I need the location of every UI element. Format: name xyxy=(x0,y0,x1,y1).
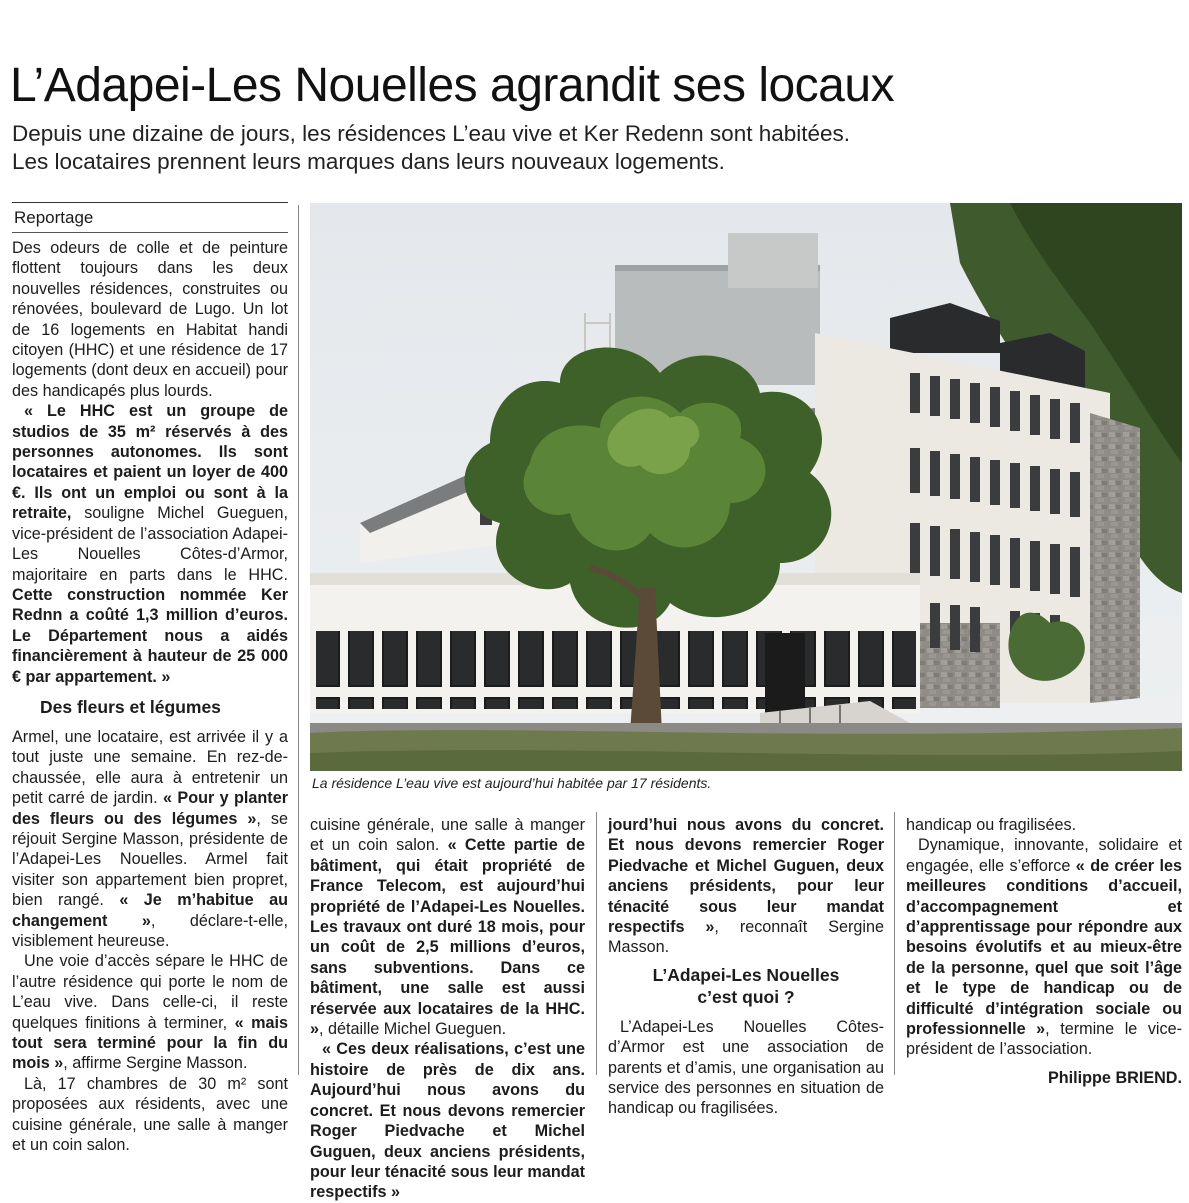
standfirst-line: Depuis une dizaine de jours, les résidences L’eau vive et Ker Redenn sont habitées. xyxy=(12,121,851,146)
quote: « Ces deux réalisations, c’est une histoire de près de dix ans. Aujourd’hui nous avons du concret. Et nous devons remercier Roger Piedvache et Michel Guguen, deux anciens présidents, pour leur ténacité sous leur mandat respectifs » xyxy=(310,1040,585,1202)
quote: Cette construction nommée Ker Rednn a coûté 1,3 million d’euros. Le Département nous a aidés financièrement à hauteur de 25 000 € par appartement. » xyxy=(12,585,288,686)
subhead-line: L’Adapei-Les Nouelles xyxy=(652,964,840,985)
body-paragraph xyxy=(12,951,288,1073)
body-paragraph: cuisine générale, une salle à manger et un coin salon. « Cette partie de bâtiment, qui était propriété de France Telecom, est aujourd’hui propriété de l’Adapei-Les Nouelles. Les travaux ont duré 18 mois, pour un coût de 2,5 millions d’euros, sans subventions. Dans ce bâtiment, une salle est aussi réservée aux locataires de la HHC. », détaille Michel Gueguen. xyxy=(310,816,585,1039)
text: souligne Michel Gueguen, vice-président de l’association Adapei-Les Nouelles Côtes-d’Armor, majoritaire en parts dans le HHC. xyxy=(12,504,288,584)
text: , se réjouit Sergine Masson, présidente de l’Adapei-Les Nouelles. Armel fait visiter son appartement bien propret, bien rangé. xyxy=(12,809,288,910)
text: Une voie d’accès sépare le HHC de l’autre résidence qui porte le nom de L’eau vive. Dans celle-ci, il reste quelques finitions à terminer, xyxy=(12,952,288,1032)
standfirst-line: Les locataires prennent leurs marques dans leurs nouveaux logements. xyxy=(12,149,725,174)
photo-caption: La résidence L’eau vive est aujourd’hui habitée par 17 résidents. xyxy=(312,775,712,791)
body-paragraph xyxy=(906,835,1182,1059)
body-paragraph xyxy=(310,1039,585,1202)
subhead-quoi xyxy=(608,964,884,1008)
residence-photo xyxy=(310,203,1182,771)
column-rule xyxy=(298,205,299,1075)
body-paragraph: Des odeurs de colle et de peinture flottent toujours dans les deux nouvelles résidences, construites ou rénovées, boulevard de Lugo. Un lot de 16 logements en Habitat handi citoyen (HHC) et une résidence de 17 logements (dont deux en accueil) pour des handicapés plus lourds. xyxy=(12,239,288,400)
author-signature: Philippe BRIEND. xyxy=(1047,1068,1182,1087)
column-rule xyxy=(894,812,895,1075)
body-paragraph: L’Adapei-Les Nouelles Côtes-d’Armor est une association de parents et d’amis, une organisation au service des personnes en situation de handicap ou fragilisées. xyxy=(608,1017,884,1118)
article-standfirst xyxy=(12,120,1182,176)
quote: « Le HHC est un groupe de studios de 35 m² réservés à des personnes autonomes. Ils sont locataires et paient un loyer de 400 €. Ils ont un emploi ou sont à la retraite, xyxy=(12,402,288,523)
text: , termine le vice-président de l’association. xyxy=(906,1020,1182,1059)
text: , détaille Michel Gueguen. xyxy=(319,1020,507,1039)
quote: « de créer les meilleures conditions d’accueil, d’accompagnement et d’apprentissage pour répondre aux besoins évolutifs et au mieux-être de la personne, quel que soit l’âge et le type de handicap ou de difficulté d’intégration sociale ou professionnelle » xyxy=(906,856,1182,1039)
body-column-2 xyxy=(310,815,585,1202)
body-paragraph-continued: handicap ou fragilisées. xyxy=(906,816,1077,834)
body-column-1 xyxy=(12,238,289,1155)
quote: « Je m’habitue au changement » xyxy=(12,891,289,930)
text: Dynamique, innovante, solidaire et engagée, elle s’efforce xyxy=(906,836,1182,875)
text: , déclare-t-elle, visiblement heureuse. xyxy=(12,911,288,950)
subhead-line: c’est quoi ? xyxy=(697,986,795,1007)
article-headline: L’Adapei-Les Nouelles agrandit ses locaux xyxy=(10,59,895,112)
body-column-4 xyxy=(906,815,1182,1088)
quote: « Cette partie de bâtiment, qui était propriété de France Telecom, est aujourd’hui propriété de l’Adapei-Les Nouelles. Les travaux ont duré 18 mois, pour un coût de 2,5 millions d’euros, sans subventions. Dans ce bâtiment, une salle est aussi réservée aux locataires de la HHC. » xyxy=(310,836,585,1039)
text: , affirme Sergine Masson. xyxy=(63,1054,248,1073)
body-paragraph-continued: jourd’hui nous avons du concret. Et nous devons remercier Roger Piedvache et Michel Guguen, deux anciens présidents, pour leur ténacité sous leur mandat respectifs », reconnaît Sergine Masson. xyxy=(608,816,885,957)
text: , reconnaît Sergine Masson. xyxy=(608,918,885,957)
subhead-fleurs: Des fleurs et légumes xyxy=(40,696,221,717)
quote: « Pour y planter des fleurs ou des légumes » xyxy=(12,789,288,828)
section-rubric: Reportage xyxy=(12,202,288,233)
body-column-3 xyxy=(608,815,885,1118)
body-paragraph xyxy=(12,401,288,687)
body-paragraph xyxy=(12,727,288,951)
body-paragraph-continued xyxy=(12,1074,288,1155)
text: Là, 17 chambres de 30 m² sont proposées aux résidents, avec une cuisine générale, une salle à manger et un coin salon. xyxy=(12,1074,288,1155)
quote: « mais tout sera terminé pour la fin du mois » xyxy=(12,1013,288,1073)
text: Armel, une locataire, est arrivée il y a tout juste une semaine. En rez-de-chaussée, elle aura à entretenir un petit carré de jardin. xyxy=(12,727,288,808)
column-rule xyxy=(596,812,597,1075)
